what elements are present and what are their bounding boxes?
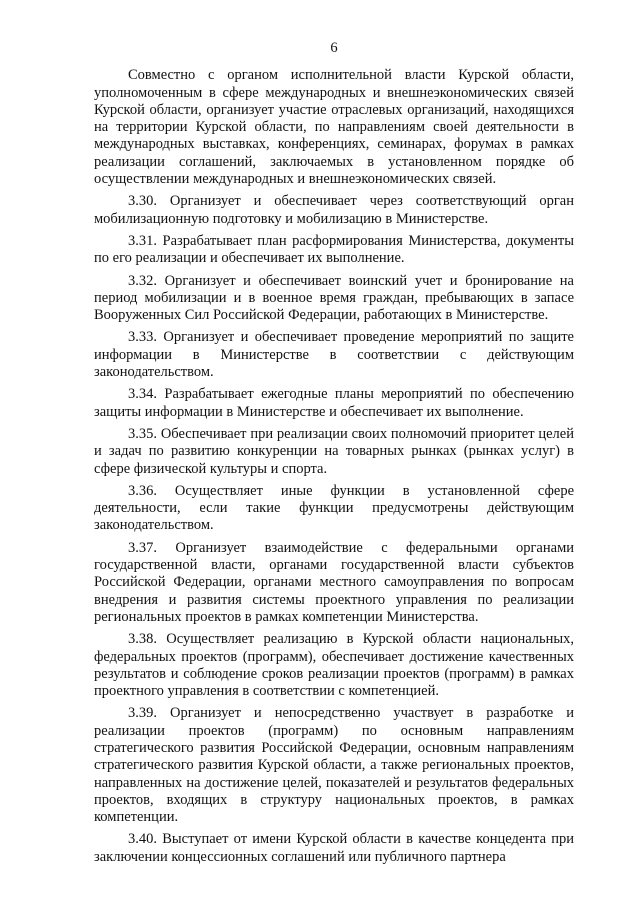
- paragraph-3-40: 3.40. Выступает от имени Курской области в качестве концедента при заключении концессионных соглашений или публичного партнера: [94, 831, 574, 865]
- document-page: [94, 40, 574, 871]
- page-number: 6: [330, 40, 338, 56]
- paragraph-3-30: 3.30. Организует и обеспечивает через соответствующий орган мобилизационную подготовку и мобилизацию в Министерстве.: [94, 193, 574, 227]
- paragraph-3-38: 3.38. Осуществляет реализацию в Курской области национальных, федеральных проектов (программ), обеспечивает достижение качественных результатов и соблюдение сроков реализации проектов (программ) в рамках проектного управления в соответствии с компетенцией.: [94, 631, 574, 700]
- paragraph-3-35: 3.35. Обеспечивает при реализации своих полномочий приоритет целей и задач по развитию конкуренции на товарных рынках (рынках услуг) в сфере физической культуры и спорта.: [94, 425, 574, 477]
- paragraph-3-31: 3.31. Разрабатывает план расформирования Министерства, документы по его реализации и обеспечивает их выполнение.: [94, 232, 574, 267]
- paragraph-intl-cooperation: Совместно с органом исполнительной власти Курской области, уполномоченным в сфере международных и внешнеэкономических связей Курской области, организует участие отраслевых организаций, находящихся на территории Курской области, по направлениям своей деятельности в международных выставках, конференциях, семинарах, форумах в рамках реализации соглашений, заключаемых в установленном порядке об осуществлении международных и внешнеэкономических связей.: [94, 67, 574, 188]
- paragraph-3-34: 3.34. Разрабатывает ежегодные планы мероприятий по обеспечению защиты информации в Министерстве и обеспечивает их выполнение.: [94, 386, 574, 420]
- paragraph-3-39: 3.39. Организует и непосредственно участвует в разработке и реализации проектов (программ) по основным направлениям стратегического развития Российской Федерации, основным направлениям стратегического развития Курской области, а также региональных проектов, направленных на достижение целей, показателей и результатов федеральных проектов, входящих в структуру национальных проектов, в рамках компетенции.: [94, 705, 574, 826]
- paragraph-3-37: 3.37. Организует взаимодействие с федеральными органами государственной власти, органами государственной власти субъектов Российской Федерации, органами местного самоуправления по вопросам внедрения и развития системы проектного управления по реализации региональных проектов в рамках компетенции Министерства.: [94, 539, 574, 625]
- paragraph-3-33: 3.33. Организует и обеспечивает проведение мероприятий по защите информации в Министерстве в соответствии с действующим законодательством.: [94, 329, 574, 381]
- paragraph-3-32: 3.32. Организует и обеспечивает воинский учет и бронирование на период мобилизации и в военное время граждан, пребывающих в запасе Вооруженных Сил Российской Федерации, работающих в Министерстве.: [94, 272, 574, 324]
- paragraph-3-36: 3.36. Осуществляет иные функции в установленной сфере деятельности, если такие функции предусмотрены действующим законодательством.: [94, 482, 574, 534]
